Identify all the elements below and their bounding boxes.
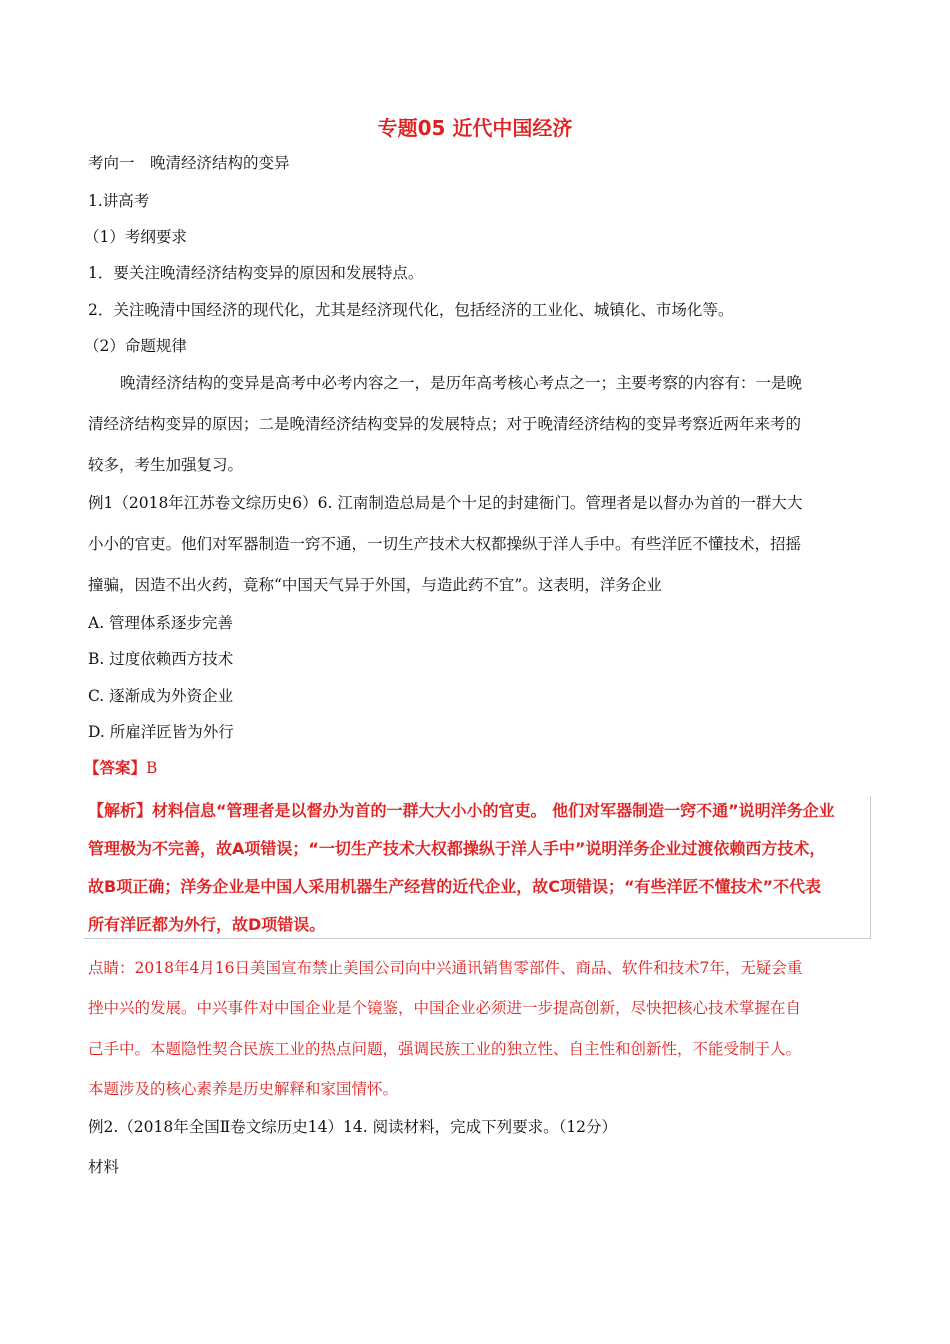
option-c: C. 逐渐成为外资企业	[88, 687, 234, 705]
requirement-item: 1．要关注晚清经济结构变异的原因和发展特点。	[88, 264, 424, 282]
option-d: D. 所雇洋匠皆为外行	[88, 723, 234, 741]
material-label: 材料	[88, 1158, 120, 1176]
comment-line: 挫中兴的发展。中兴事件对中国企业是个镜鉴，中国企业必须进一步提高创新，尽快把核心技术掌握在自	[88, 999, 802, 1017]
analysis-line: 故B项正确；洋务企业是中国人采用机器生产经营的近代企业，故C项错误；“有些洋匠不懂技术”不代表	[88, 877, 821, 896]
analysis-line: 管理极为不完善，故A项错误；“一切生产技术大权都操纵于洋人手中”说明洋务企业过渡依赖西方技术，	[88, 839, 826, 858]
option-a: A. 管理体系逐步完善	[88, 614, 234, 632]
example1-line: 撞骗，因造不出火药，竟称“中国天气异于外国，与造此药不宜”。这表明，洋务企业	[88, 576, 662, 594]
answer-line	[84, 757, 874, 779]
answer-value: B	[146, 759, 158, 777]
rules-paragraph-line: 晚清经济结构的变异是高考中必考内容之一，是历年高考核心考点之一；主要考察的内容有：一是晚	[120, 374, 803, 392]
page-title: 专题05 近代中国经济	[377, 116, 573, 140]
rules-heading: （2）命题规律	[84, 337, 187, 355]
analysis-line: 【解析】材料信息“管理者是以督办为首的一群大大小小的官吏。 他们对军器制造一窍不通”说明洋务企业	[88, 801, 835, 820]
analysis-line: 所有洋匠都为外行，故D项错误。	[88, 915, 326, 934]
comment-line: 本题涉及的核心素养是历史解释和家国情怀。	[88, 1080, 399, 1098]
option-b: B. 过度依赖西方技术	[88, 650, 234, 668]
comment-line: 己手中。本题隐性契合民族工业的热点问题，强调民族工业的独立性、自主性和创新性，不能受制于人。	[88, 1040, 802, 1058]
comment-line: 点睛：2018年4月16日美国宣布禁止美国公司向中兴通讯销售零部件、商品、软件和技术7年，无疑会重	[88, 959, 803, 977]
example2-heading: 例2.（2018年全国Ⅱ卷文综历史14）14. 阅读材料，完成下列要求。（12分）	[88, 1118, 618, 1136]
requirement-item: 2．关注晚清中国经济的现代化，尤其是经济现代化，包括经济的工业化、城镇化、市场化等。	[88, 301, 734, 319]
answer-label: 【答案】	[84, 758, 147, 777]
rules-paragraph-line: 较多，考生加强复习。	[88, 456, 244, 474]
requirements-heading: （1）考纲要求	[84, 228, 187, 246]
lecture-heading: 1.讲高考	[88, 192, 150, 210]
example1-line: 例1（2018年江苏卷文综历史6）6. 江南制造总局是个十足的封建衙门。管理者是以督办为首的一群大大	[88, 494, 803, 512]
example1-line: 小小的官吏。他们对军器制造一窍不通，一切生产技术大权都操纵于洋人手中。有些洋匠不懂技术，招摇	[88, 535, 802, 553]
section-heading: 考向一 晚清经济结构的变异	[88, 154, 290, 172]
rules-paragraph-line: 清经济结构变异的原因；二是晚清经济结构变异的发展特点；对于晚清经济结构的变异考察近两年来考的	[88, 415, 802, 433]
